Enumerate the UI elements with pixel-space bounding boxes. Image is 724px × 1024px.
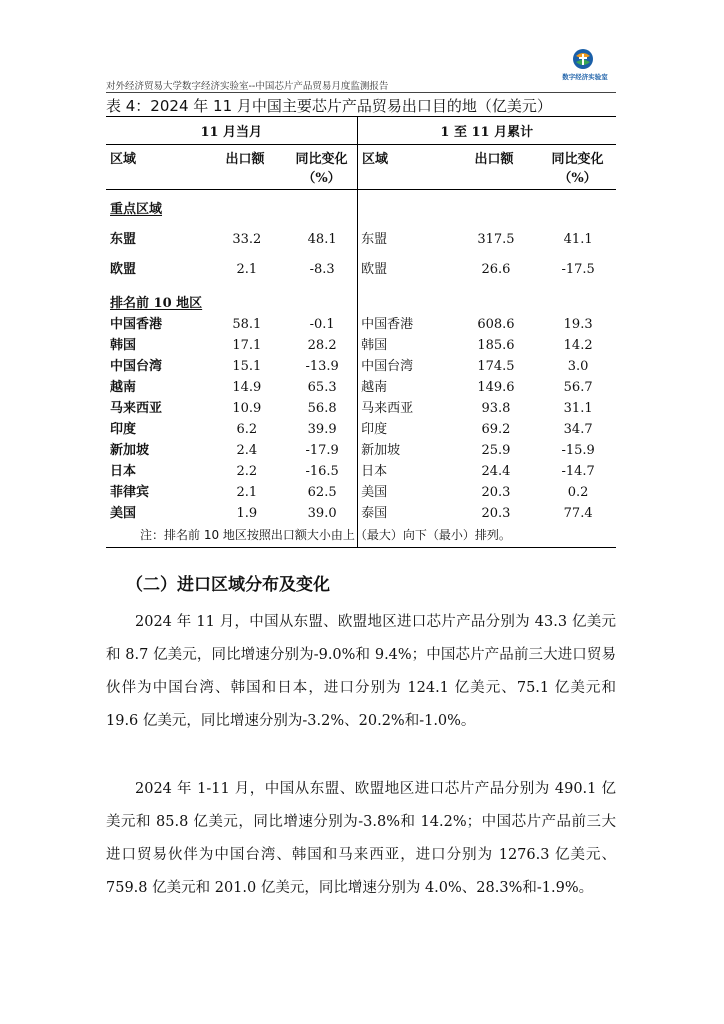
table-row [106,483,616,503]
cell-export-cum: 317.5 [477,232,515,247]
cell-region: 马来西亚 [110,401,163,416]
cell-yoy: 56.8 [307,401,337,416]
col-header-yoy-line1: 同比变化 [295,152,348,167]
paragraph-cumulative-imports: 2024 年 1-11 月，中国从东盟、欧盟地区进口芯片产品分别为 490.1 亿美元和 85.8 亿美元，同比增速分别为-3.8%和 14.2%；中国芯片产品前三大进口贸易伙伴为中国台湾、韩国和马来西亚，进口分别为 1276.3 亿美元、759.8 亿美元和 201.0 亿美元，同比增速分别为 4.0%、28.3%和-1.9%。 [106,781,616,896]
col-header-region: 区域 [110,152,137,167]
cell-yoy-cum: 14.2 [563,338,593,353]
globe-logo-icon [572,48,594,70]
section-label-top10: 排名前 10 地区 [110,296,203,311]
group-header-row [106,117,616,145]
cell-export-cum: 608.6 [477,317,515,332]
cell-region: 新加坡 [110,443,150,458]
cell-region-cum: 欧盟 [361,262,388,277]
cell-yoy-cum: -15.9 [561,443,595,458]
cell-export: 2.2 [236,464,258,479]
table-row [106,357,616,377]
col-header-export: 出口额 [225,152,265,167]
section-heading: （二）进口区域分布及变化 [126,575,330,595]
cell-export: 15.1 [232,359,262,374]
lab-logo [556,48,612,88]
page-header: 对外经济贸易大学数字经济实验室--中国芯片产品贸易月度监测报告 [106,81,389,92]
cell-region: 韩国 [110,338,137,353]
cell-region-cum: 马来西亚 [361,401,414,416]
group-header-monthly: 11 月当月 [106,117,358,144]
cell-yoy-cum: 77.4 [563,506,593,521]
table-row [106,230,616,250]
group-header-cumulative: 1 至 11 月累计 [440,125,534,140]
cell-yoy-cum: 0.2 [567,485,589,500]
cell-region-cum: 中国台湾 [361,359,414,374]
table-row [106,441,616,461]
cell-yoy: 39.9 [307,422,337,437]
cell-region-cum: 中国香港 [361,317,414,332]
cell-export-cum: 69.2 [481,422,511,437]
col-header-yoy-cum-line1: 同比变化 [551,152,604,167]
cell-export: 2.1 [236,485,258,500]
cell-yoy-cum: 56.7 [563,380,593,395]
cell-export: 10.9 [232,401,262,416]
cell-export-cum: 93.8 [481,401,511,416]
cell-region-cum: 越南 [361,380,388,395]
table-body [106,190,616,548]
cell-region-cum: 印度 [361,422,388,437]
cell-region-cum: 泰国 [361,506,388,521]
cell-region: 中国香港 [110,317,163,332]
cell-export-cum: 26.6 [481,262,511,277]
cell-export: 6.2 [236,422,258,437]
cell-yoy: 39.0 [307,506,337,521]
column-header-row [106,145,616,190]
cell-yoy-cum: 41.1 [563,232,593,247]
cell-export-cum: 24.4 [481,464,511,479]
cell-yoy-cum: -14.7 [561,464,595,479]
table-row [106,336,616,356]
cell-region-cum: 东盟 [361,232,388,247]
header-rule [106,92,616,93]
cell-export: 1.9 [236,506,258,521]
table-row [106,315,616,335]
logo-text: 数字经济实验室 [562,73,608,81]
cell-yoy-cum: 3.0 [567,359,589,374]
cell-yoy-cum: -17.5 [561,262,595,277]
cell-export: 2.4 [236,443,258,458]
cell-yoy-cum: 19.3 [563,317,593,332]
cell-region: 美国 [110,506,137,521]
section-label-key-regions: 重点区域 [110,202,163,217]
cell-region: 印度 [110,422,137,437]
cell-export-cum: 149.6 [477,380,515,395]
cell-export-cum: 25.9 [481,443,511,458]
cell-region: 欧盟 [110,262,137,277]
cell-export-cum: 20.3 [481,506,511,521]
cell-export: 58.1 [232,317,262,332]
cell-region: 越南 [110,380,137,395]
table-row [106,378,616,398]
cell-region: 菲律宾 [110,485,150,500]
col-header-yoy-cum [539,145,616,189]
cell-export: 33.2 [232,232,262,247]
cell-export: 14.9 [232,380,262,395]
cell-yoy: -13.9 [305,359,339,374]
cell-yoy-cum: 34.7 [563,422,593,437]
paragraph-monthly-imports: 2024 年 11 月，中国从东盟、欧盟地区进口芯片产品分别为 43.3 亿美元和 8.7 亿美元，同比增速分别为-9.0%和 9.4%；中国芯片产品前三大进口贸易伙伴为中国台湾、韩国和日本，进口分别为 124.1 亿美元、75.1 亿美元和 19.6 亿美元，同比增速分别为-3.2%、20.2%和-1.0%。 [106,614,616,729]
cell-region: 中国台湾 [110,359,163,374]
col-header-yoy-line2: （%） [302,171,341,186]
cell-region-cum: 美国 [361,485,388,500]
cell-region: 东盟 [110,232,137,247]
col-header-yoy [286,145,357,189]
col-header-yoy-cum-line2: （%） [558,171,597,186]
cell-region-cum: 新加坡 [361,443,401,458]
cell-export-cum: 185.6 [477,338,515,353]
table-note: 注：排名前 10 地区按照出口额大小由上（最大）向下（最小）排列。 [140,528,511,542]
cell-yoy: 48.1 [307,232,337,247]
cell-region-cum: 日本 [361,464,388,479]
cell-export-cum: 174.5 [477,359,515,374]
cell-region: 日本 [110,464,137,479]
table-row [106,420,616,440]
cell-yoy: 62.5 [307,485,337,500]
cell-yoy: -8.3 [309,262,335,277]
col-header-export-cum: 出口额 [474,152,514,167]
export-destination-table [106,116,616,548]
cell-yoy: -17.9 [305,443,339,458]
table-row [106,504,616,524]
cell-yoy: 65.3 [307,380,337,395]
cell-export: 2.1 [236,262,258,277]
cell-yoy: 28.2 [307,338,337,353]
cell-export: 17.1 [232,338,262,353]
table-row [106,260,616,280]
cell-yoy: -16.5 [305,464,339,479]
table-row [106,462,616,482]
col-header-region-cum: 区域 [357,145,449,189]
cell-yoy-cum: 31.1 [563,401,593,416]
cell-yoy: -0.1 [309,317,335,332]
cell-export-cum: 20.3 [481,485,511,500]
table-row [106,399,616,419]
table-title: 表 4：2024 年 11 月中国主要芯片产品贸易出口目的地（亿美元） [106,97,552,115]
cell-region-cum: 韩国 [361,338,388,353]
